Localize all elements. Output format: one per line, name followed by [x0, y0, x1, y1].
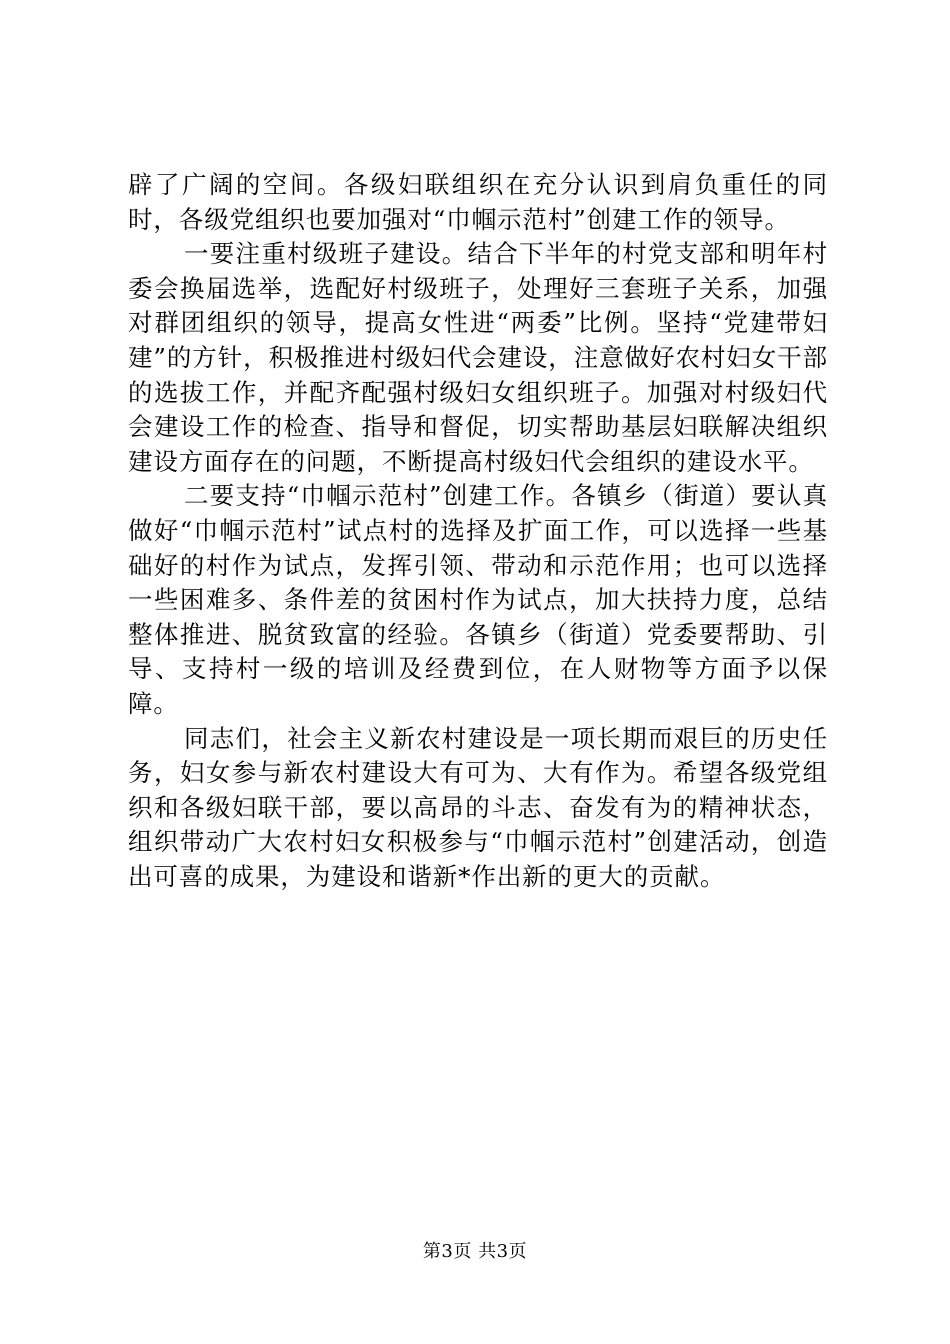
- paragraph-closing-remarks: 同志们，社会主义新农村建设是一项长期而艰巨的历史任务，妇女参与新农村建设大有可为、大有作为。希望各级党组织和各级妇联干部，要以高昂的斗志、奋发有为的精神状态，组织带动广大农村妇女积极参与“巾帼示范村”创建活动，创造出可喜的成果，为建设和谐新*作出新的更大的贡献。: [128, 723, 828, 891]
- paragraph-model-village-support: 二要支持“巾帼示范村”创建工作。各镇乡（街道）要认真做好“巾帼示范村”试点村的选择及扩面工作，可以选择一些基础好的村作为试点，发挥引领、带动和示范作用；也可以选择一些困难多、条件差的贫困村作为试点，加大扶持力度，总结整体推进、脱贫致富的经验。各镇乡（街道）党委要帮助、引导、支持村一级的培训及经费到位，在人财物等方面予以保障。: [128, 481, 828, 718]
- page-number-footer: 第3页 共3页: [422, 1241, 528, 1262]
- document-body: [128, 168, 828, 894]
- paragraph-continuation: 辟了广阔的空间。各级妇联组织在充分认识到肩负重任的同时，各级党组织也要加强对“巾帼示范村”创建工作的领导。: [128, 170, 828, 234]
- paragraph-village-leadership: 一要注重村级班子建设。结合下半年的村党支部和明年村委会换届选举，选配好村级班子，处理好三套班子关系，加强对群团组织的领导，提高女性进“两委”比例。坚持“党建带妇建”的方针，积极推进村级妇代会建设，注意做好农村妇女干部的选拔工作，并配齐配强村级妇女组织班子。加强对村级妇代会建设工作的检查、指导和督促，切实帮助基层妇联解决组织建设方面存在的问题，不断提高村级妇代会组织的建设水平。: [128, 239, 828, 476]
